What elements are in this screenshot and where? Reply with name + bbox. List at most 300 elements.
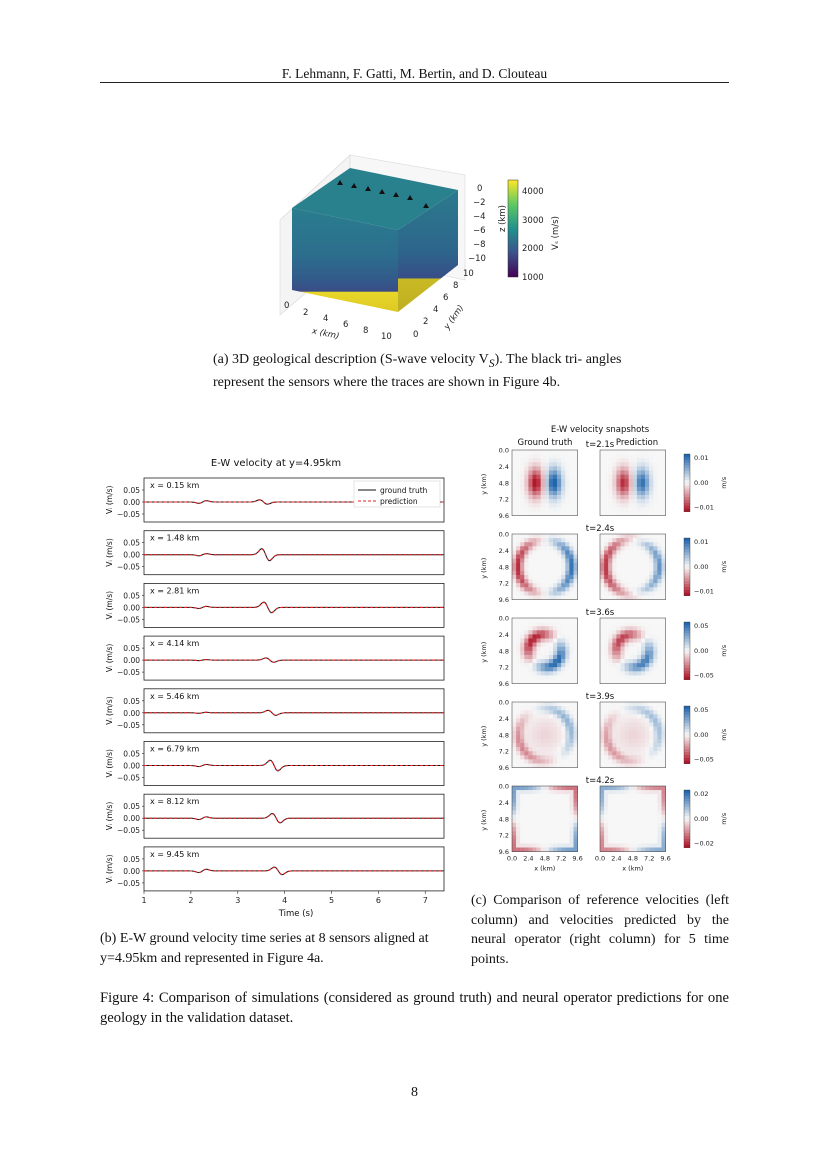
colorbar-tick: 0.00 xyxy=(694,646,709,655)
heatmap-cell xyxy=(657,462,661,466)
heatmap-cell xyxy=(553,843,557,847)
heatmap-cell xyxy=(516,471,520,475)
heatmap-cell xyxy=(545,731,549,735)
heatmap-cell xyxy=(662,723,666,727)
heatmap-cell xyxy=(637,626,641,630)
heatmap-cell xyxy=(629,487,633,491)
heatmap-cell xyxy=(516,507,520,511)
heatmap-cell xyxy=(629,587,633,591)
heatmap-cell xyxy=(649,639,653,643)
heatmap-cell xyxy=(512,651,516,655)
heatmap-cell xyxy=(557,512,561,516)
heatmap-cell xyxy=(561,739,565,743)
heatmap-cell xyxy=(524,747,528,751)
heatmap-cell xyxy=(524,622,528,626)
heatmap-cell xyxy=(641,475,645,479)
heatmap-cell xyxy=(662,848,666,852)
heatmap-cell xyxy=(549,458,553,462)
y-axis-label: y (km) xyxy=(480,725,488,747)
heatmap-cell xyxy=(629,651,633,655)
heatmap-cell xyxy=(657,471,661,475)
heatmap-cell xyxy=(645,458,649,462)
heatmap-cell xyxy=(557,727,561,731)
heatmap-cell xyxy=(553,555,557,559)
heatmap-cell xyxy=(541,667,545,671)
heatmap-cell xyxy=(657,835,661,839)
heatmap-cell xyxy=(612,575,616,579)
heatmap-cell xyxy=(553,450,557,454)
heatmap-cell xyxy=(524,655,528,659)
heatmap-cell xyxy=(625,643,629,647)
heatmap-cell xyxy=(649,731,653,735)
heatmap-cell xyxy=(657,819,661,823)
heatmap-cell xyxy=(612,639,616,643)
heatmap-cell xyxy=(641,764,645,768)
heatmap-cell xyxy=(557,747,561,751)
heatmap-cell xyxy=(608,495,612,499)
heatmap-cell xyxy=(537,823,541,827)
heatmap-cell xyxy=(633,848,637,852)
heatmap-cell xyxy=(629,823,633,827)
heatmap-cell xyxy=(545,680,549,684)
heatmap-cell xyxy=(637,723,641,727)
heatmap-cell xyxy=(541,802,545,806)
heatmap-cell xyxy=(625,706,629,710)
heatmap-cell xyxy=(533,512,537,516)
heatmap-cell xyxy=(600,706,604,710)
heatmap-cell xyxy=(557,731,561,735)
heatmap-cell xyxy=(533,503,537,507)
heatmap-cell xyxy=(520,575,524,579)
heatmap-cell xyxy=(574,747,578,751)
heatmap-cell xyxy=(557,798,561,802)
heatmap-cell xyxy=(641,471,645,475)
heatmap-cell xyxy=(621,639,625,643)
heatmap-cell xyxy=(662,618,666,622)
heatmap-cell xyxy=(612,471,616,475)
heatmap-cell xyxy=(625,731,629,735)
heatmap-cell xyxy=(533,587,537,591)
heatmap-cell xyxy=(561,790,565,794)
heatmap-cell xyxy=(569,567,573,571)
heatmap-cell xyxy=(649,550,653,554)
heatmap-cell xyxy=(574,815,578,819)
figure-c-snapshots xyxy=(470,420,740,880)
heatmap-cell xyxy=(557,550,561,554)
heatmap-cell xyxy=(516,550,520,554)
heatmap-cell xyxy=(574,555,578,559)
heatmap-cell xyxy=(524,651,528,655)
heatmap-cell xyxy=(653,534,657,538)
heatmap-cell xyxy=(516,630,520,634)
heatmap-cell xyxy=(545,714,549,718)
colorbar-segment xyxy=(684,477,690,480)
heatmap-cell xyxy=(561,634,565,638)
heatmap-cell xyxy=(662,475,666,479)
heatmap-cell xyxy=(612,450,616,454)
heatmap-cell xyxy=(600,823,604,827)
heatmap-cell xyxy=(520,450,524,454)
heatmap-cell xyxy=(621,747,625,751)
heatmap-cell xyxy=(653,843,657,847)
heatmap-cell xyxy=(645,630,649,634)
heatmap-cell xyxy=(557,567,561,571)
heatmap-cell xyxy=(662,663,666,667)
heatmap-cell xyxy=(653,807,657,811)
heatmap-cell xyxy=(528,462,532,466)
heatmap-cell xyxy=(600,714,604,718)
heatmap-cell xyxy=(569,634,573,638)
heatmap-cell xyxy=(520,487,524,491)
heatmap-cell xyxy=(629,835,633,839)
heatmap-cell xyxy=(645,483,649,487)
heatmap-cell xyxy=(533,479,537,483)
heatmap-cell xyxy=(657,843,661,847)
heatmap-cell xyxy=(633,507,637,511)
heatmap-cell xyxy=(574,751,578,755)
heatmap-cell xyxy=(533,643,537,647)
heatmap-cell xyxy=(553,643,557,647)
heatmap-cell xyxy=(533,639,537,643)
heatmap-cell xyxy=(641,706,645,710)
heatmap-cell xyxy=(516,735,520,739)
heatmap-cell xyxy=(565,596,569,600)
heatmap-cell xyxy=(657,798,661,802)
heatmap-cell xyxy=(608,815,612,819)
heatmap-cell xyxy=(533,571,537,575)
heatmap-cell xyxy=(528,647,532,651)
heatmap-cell xyxy=(629,542,633,546)
heatmap-cell xyxy=(633,634,637,638)
heatmap-cell xyxy=(569,831,573,835)
heatmap-cell xyxy=(637,675,641,679)
heatmap-cell xyxy=(574,503,578,507)
heatmap-cell xyxy=(612,475,616,479)
y-tick-label: 0.00 xyxy=(123,708,140,718)
heatmap-cell xyxy=(629,503,633,507)
heatmap-cell xyxy=(541,702,545,706)
heatmap-cell xyxy=(600,811,604,815)
colorbar-tick: 2000 xyxy=(522,244,544,254)
heatmap-cell xyxy=(621,487,625,491)
heatmap-cell xyxy=(528,651,532,655)
heatmap-cell xyxy=(625,651,629,655)
heatmap-cell xyxy=(600,483,604,487)
heatmap-cell xyxy=(533,647,537,651)
heatmap-cell xyxy=(569,622,573,626)
heatmap-cell xyxy=(553,743,557,747)
heatmap-cell xyxy=(637,786,641,790)
heatmap-cell xyxy=(537,710,541,714)
colorbar-tick: −0.05 xyxy=(694,755,714,764)
heatmap-cell xyxy=(549,794,553,798)
heatmap-cell xyxy=(604,755,608,759)
heatmap-cell xyxy=(608,466,612,470)
heatmap-cell xyxy=(633,639,637,643)
heatmap-cell xyxy=(649,807,653,811)
heatmap-cell xyxy=(662,815,666,819)
colorbar-tick: 0.02 xyxy=(694,790,709,798)
heatmap-cell xyxy=(533,458,537,462)
heatmap-cell xyxy=(524,790,528,794)
heatmap-cell xyxy=(621,759,625,763)
heatmap-cell xyxy=(604,546,608,550)
heatmap-cell xyxy=(645,555,649,559)
heatmap-cell xyxy=(612,811,616,815)
heatmap-cell xyxy=(616,727,620,731)
heatmap-cell xyxy=(549,702,553,706)
heatmap-cell xyxy=(662,534,666,538)
heatmap-cell xyxy=(520,462,524,466)
heatmap-cell xyxy=(533,798,537,802)
heatmap-cell xyxy=(520,596,524,600)
heatmap-cell xyxy=(528,630,532,634)
heatmap-cell xyxy=(604,718,608,722)
heatmap-cell xyxy=(645,755,649,759)
heatmap-cell xyxy=(537,639,541,643)
heatmap-cell xyxy=(553,718,557,722)
colorbar-segment xyxy=(684,550,690,553)
heatmap-cell xyxy=(637,587,641,591)
heatmap-cell xyxy=(657,755,661,759)
heatmap-cell xyxy=(625,462,629,466)
heatmap-cell xyxy=(649,454,653,458)
heatmap-cell xyxy=(537,462,541,466)
heatmap-cell xyxy=(533,450,537,454)
heatmap-cell xyxy=(625,743,629,747)
heatmap-cell xyxy=(604,731,608,735)
heatmap-cell xyxy=(512,747,516,751)
heatmap-cell xyxy=(629,583,633,587)
heatmap-cell xyxy=(569,706,573,710)
heatmap-cell xyxy=(616,671,620,675)
heatmap-cell xyxy=(621,827,625,831)
colorbar-segment xyxy=(684,561,690,564)
heatmap-cell xyxy=(625,807,629,811)
heatmap-cell xyxy=(516,835,520,839)
heatmap-cell xyxy=(565,563,569,567)
heatmap-cell xyxy=(641,823,645,827)
heatmap-cell xyxy=(516,827,520,831)
colorbar-segment xyxy=(684,746,690,749)
heatmap-cell xyxy=(524,454,528,458)
heatmap-cell xyxy=(608,831,612,835)
heatmap-cell xyxy=(662,466,666,470)
heatmap-cell xyxy=(657,626,661,630)
heatmap-cell xyxy=(520,563,524,567)
heatmap-cell xyxy=(621,499,625,503)
heatmap-cell xyxy=(553,786,557,790)
heatmap-cell xyxy=(533,583,537,587)
heatmap-cell xyxy=(657,483,661,487)
heatmap-cell xyxy=(629,475,633,479)
heatmap-cell xyxy=(574,794,578,798)
heatmap-cell xyxy=(541,755,545,759)
heatmap-cell xyxy=(629,848,633,852)
heatmap-cell xyxy=(565,550,569,554)
heatmap-cell xyxy=(524,639,528,643)
heatmap-cell xyxy=(621,534,625,538)
heatmap-cell xyxy=(561,655,565,659)
heatmap-cell xyxy=(629,751,633,755)
heatmap-cell xyxy=(637,643,641,647)
prediction-heatmap xyxy=(600,618,666,684)
y-tick-label: −0.05 xyxy=(117,615,140,625)
heatmap-cell xyxy=(649,802,653,806)
heatmap-cell xyxy=(574,706,578,710)
heatmap-cell xyxy=(516,815,520,819)
heatmap-cell xyxy=(524,499,528,503)
z-tick: −6 xyxy=(473,226,486,236)
heatmap-cell xyxy=(520,823,524,827)
heatmap-cell xyxy=(528,755,532,759)
heatmap-cell xyxy=(520,848,524,852)
heatmap-cell xyxy=(512,739,516,743)
heatmap-cell xyxy=(621,643,625,647)
heatmap-cell xyxy=(528,475,532,479)
heatmap-cell xyxy=(616,786,620,790)
heatmap-cell xyxy=(516,450,520,454)
heatmap-cell xyxy=(557,718,561,722)
heatmap-cell xyxy=(569,667,573,671)
colorbar-segment xyxy=(684,581,690,584)
heatmap-cell xyxy=(545,815,549,819)
heatmap-cell xyxy=(657,643,661,647)
heatmap-cell xyxy=(512,475,516,479)
heatmap-cell xyxy=(662,542,666,546)
heatmap-cell xyxy=(649,507,653,511)
heatmap-cell xyxy=(616,458,620,462)
heatmap-cell xyxy=(600,458,604,462)
heatmap-cell xyxy=(621,819,625,823)
heatmap-cell xyxy=(533,630,537,634)
heatmap-cell xyxy=(561,798,565,802)
heatmap-cell xyxy=(608,735,612,739)
heatmap-cell xyxy=(649,634,653,638)
heatmap-cell xyxy=(528,667,532,671)
heatmap-cell xyxy=(541,491,545,495)
heatmap-cell xyxy=(549,503,553,507)
heatmap-cell xyxy=(512,675,516,679)
heatmap-cell xyxy=(545,579,549,583)
heatmap-cell xyxy=(524,567,528,571)
heatmap-cell xyxy=(557,764,561,768)
heatmap-cell xyxy=(621,483,625,487)
heatmap-cell xyxy=(657,811,661,815)
heatmap-cell xyxy=(561,827,565,831)
heatmap-cell xyxy=(653,538,657,542)
heatmap-cell xyxy=(604,587,608,591)
heatmap-cell xyxy=(621,571,625,575)
heatmap-cell xyxy=(633,839,637,843)
heatmap-cell xyxy=(574,819,578,823)
heatmap-cell xyxy=(612,835,616,839)
heatmap-cell xyxy=(557,790,561,794)
heatmap-cell xyxy=(657,512,661,516)
heatmap-cell xyxy=(604,479,608,483)
heatmap-cell xyxy=(569,815,573,819)
heatmap-cell xyxy=(604,591,608,595)
heatmap-cell xyxy=(629,483,633,487)
trace-label: x = 1.48 km xyxy=(150,533,200,543)
heatmap-cell xyxy=(608,475,612,479)
heatmap-cell xyxy=(604,807,608,811)
colorbar-segment xyxy=(684,480,690,483)
heatmap-cell xyxy=(612,626,616,630)
heatmap-cell xyxy=(541,764,545,768)
heatmap-cell xyxy=(645,819,649,823)
heatmap-cell xyxy=(641,743,645,747)
heatmap-cell xyxy=(625,786,629,790)
heatmap-cell xyxy=(604,483,608,487)
heatmap-cell xyxy=(565,512,569,516)
heatmap-cell xyxy=(533,710,537,714)
heatmap-cell xyxy=(549,542,553,546)
heatmap-cell xyxy=(608,555,612,559)
heatmap-cell xyxy=(553,534,557,538)
heatmap-cell xyxy=(633,651,637,655)
heatmap-cell xyxy=(645,471,649,475)
heatmap-cell xyxy=(600,479,604,483)
heatmap-cell xyxy=(533,831,537,835)
heatmap-cell xyxy=(633,583,637,587)
heatmap-cell xyxy=(512,714,516,718)
heatmap-cell xyxy=(516,655,520,659)
heatmap-cell xyxy=(545,743,549,747)
heatmap-cell xyxy=(541,823,545,827)
heatmap-cell xyxy=(541,848,545,852)
colorbar-segment xyxy=(684,544,690,547)
heatmap-cell xyxy=(561,802,565,806)
heatmap-cell xyxy=(616,462,620,466)
colorbar-segment xyxy=(684,463,690,466)
heatmap-cell xyxy=(625,723,629,727)
heatmap-cell xyxy=(561,538,565,542)
heatmap-cell xyxy=(616,807,620,811)
heatmap-cell xyxy=(625,739,629,743)
heatmap-cell xyxy=(657,634,661,638)
heatmap-cell xyxy=(608,764,612,768)
heatmap-cell xyxy=(645,475,649,479)
heatmap-cell xyxy=(600,643,604,647)
heatmap-cell xyxy=(528,550,532,554)
y-tick-label: 9.6 xyxy=(498,596,509,605)
heatmap-cell xyxy=(553,710,557,714)
heatmap-cell xyxy=(512,723,516,727)
heatmap-cell xyxy=(653,546,657,550)
heatmap-cell xyxy=(537,819,541,823)
heatmap-cell xyxy=(641,659,645,663)
heatmap-cell xyxy=(533,827,537,831)
heatmap-cell xyxy=(604,827,608,831)
heatmap-cell xyxy=(545,786,549,790)
heatmap-cell xyxy=(557,475,561,479)
heatmap-cell xyxy=(629,702,633,706)
heatmap-cell xyxy=(621,475,625,479)
heatmap-cell xyxy=(553,663,557,667)
heatmap-cell xyxy=(565,827,569,831)
heatmap-cell xyxy=(649,512,653,516)
heatmap-cell xyxy=(641,735,645,739)
heatmap-cell xyxy=(541,559,545,563)
heatmap-cell xyxy=(649,790,653,794)
heatmap-cell xyxy=(569,542,573,546)
heatmap-cell xyxy=(561,759,565,763)
heatmap-cell xyxy=(574,651,578,655)
heatmap-cell xyxy=(565,587,569,591)
heatmap-cell xyxy=(629,819,633,823)
heatmap-cell xyxy=(633,563,637,567)
